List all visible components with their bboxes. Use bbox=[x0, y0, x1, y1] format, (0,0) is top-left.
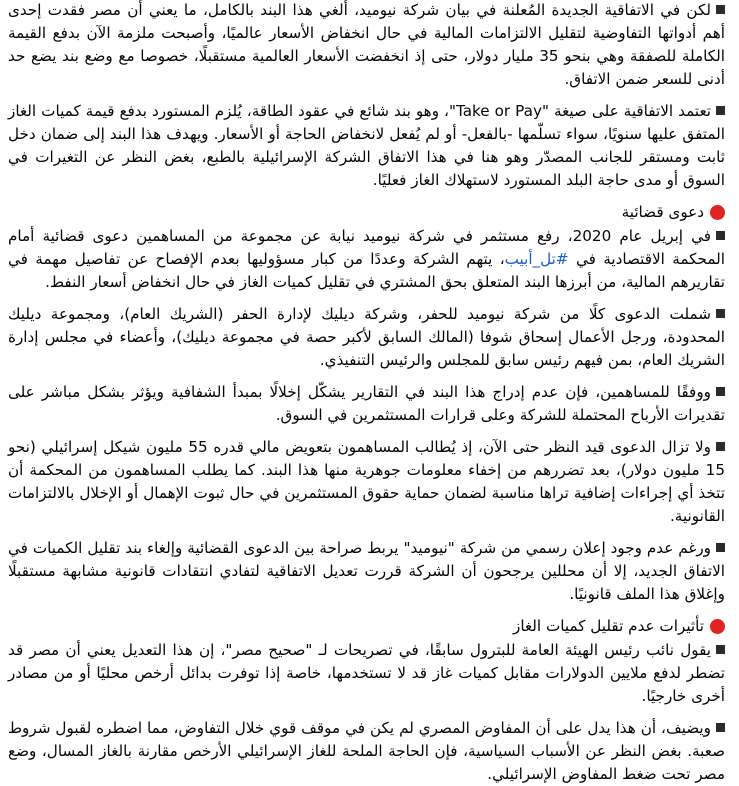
paragraph-text: ، يتهم الشركة وعددًا من كبار مسؤوليها بعدم الإفصاح عن تفاصيل مهمة في تقاريرهم المالية، من أبرزها البند المتعلق بحق المشتري في تقليل كميات الغاز في حال انخفاض أسعار النفط. bbox=[8, 250, 725, 291]
paragraph-text: لكن في الاتفاقية الجديدة المُعلنة في بيان شركة نيوميد، ألغي هذا البند بالكامل، ما يعني أن مصر فقدت إحدى أهم أدواتها التفاوضية لتقليل الالتزامات المالية في حال انخفاض الأسعار عالميًا، وأصبحت ملزمة الآن بدفع القيمة الكاملة للصفقة وهي بنحو 35 مليار دولار، حتى إذ انخفضت الأسعار العالمية مستقبلًا، خصوصا مع وضع بند يضع حد أدنى للسعر ضمن الاتفاق. bbox=[8, 1, 725, 88]
square-bullet-icon bbox=[716, 723, 725, 732]
paragraph-text: يقول نائب رئيس الهيئة العامة للبترول سابقًا، في تصريحات لـ "صحيح مصر"، إن هذا التعديل يعني أن مصر قد تضطر لدفع ملايين الدولارات مقابل كميات غاز قد لا تستخدمها، خاصة إذا توفرت بدائل أرخص محليًا أو من مصادر أخرى خارجيًا. bbox=[8, 641, 725, 705]
paragraph-text: ويضيف، أن هذا يدل على أن المفاوض المصري لم يكن في موقف قوي خلال التفاوض، مما اضطره لقبول شروط صعبة. بغض النظر عن الأسباب السياسية، فإن الحاجة الملحة للغاز الإسرائيلي الأرخص مقارنة بالغاز المسال، وضع مصر تحت ضغط المفاوض الإسرائيلي. bbox=[8, 719, 725, 783]
section-heading-effects bbox=[8, 615, 725, 638]
paragraph bbox=[8, 639, 725, 708]
paragraph bbox=[8, 100, 725, 192]
section-heading-text: تأثيرات عدم تقليل كميات الغاز bbox=[513, 617, 704, 635]
paragraph bbox=[8, 381, 725, 427]
paragraph bbox=[8, 225, 725, 294]
red-circle-icon bbox=[710, 205, 725, 220]
square-bullet-icon bbox=[716, 231, 725, 240]
section-heading-text: دعوى قضائية bbox=[621, 203, 704, 221]
square-bullet-icon bbox=[716, 387, 725, 396]
paragraph-text: ولا تزال الدعوى قيد النظر حتى الآن، إذ يُطالب المساهمون بتعويض مالي قدره 55 مليون شيكل إسرائيلي (نحو 15 مليون دولار)، بعد تضررهم من إخفاء معلومات جوهرية منها هذا البند. كما يطلب المساهمون من المحكمة أن تتخذ أي إجراءات إضافية تراها مناسبة لضمان حماية حقوق المستثمرين في حال ثبوت الإهمال أو الإخلال بالالتزامات القانونية. bbox=[8, 438, 725, 525]
paragraph-text: ووفقًا للمساهمين، فإن عدم إدراج هذا البند في التقارير يشكّل إخلالًا بمبدأ الشفافية ويؤثر بشكل مباشر على تقديرات الأرباح المحتملة للشركة وعلى قرارات المستثمرين في السوق. bbox=[8, 383, 725, 424]
square-bullet-icon bbox=[716, 5, 725, 14]
paragraph-text: تعتمد الاتفاقية على صيغة "Take or Pay"، وهو بند شائع في عقود الطاقة، يُلزم المستورد بدفع قيمة كميات الغاز المتفق عليها سنويًا، سواء تسلّمها -بالفعل- أو لم يُفعل لانخفاض الحاجة أو الأسعار. ويهدف هذا البند إلى ضمان دخل ثابت ومستقر للجانب المصدّر وهو هنا في هذا الاتفاق الشركة الإسرائيلية بالطبع، بغض النظر عن التغيرات في السوق أو مدى حاجة البلد المستورد لاستهلاك الغاز فعليًا. bbox=[8, 102, 725, 189]
paragraph-text: شملت الدعوى كلًا من شركة نيوميد للحفر، وشركة ديليك لإدارة الحفر (الشريك العام)، ومجموعة ديليك المحدودة، ورجل الأعمال إسحاق شوفا (المالك السابق لأكبر حصة في مجموعة ديليك)، وأعضاء في مجلس إدارة الشريك العام، بمن فيهم رئيس سابق للمجلس والرئيس التنفيذي. bbox=[8, 305, 725, 369]
square-bullet-icon bbox=[716, 442, 725, 451]
square-bullet-icon bbox=[716, 309, 725, 318]
section-heading-lawsuit bbox=[8, 201, 725, 224]
square-bullet-icon bbox=[716, 645, 725, 654]
paragraph bbox=[8, 303, 725, 372]
hashtag-link[interactable]: #تل_أبيب bbox=[504, 250, 569, 268]
red-circle-icon bbox=[710, 619, 725, 634]
square-bullet-icon bbox=[716, 543, 725, 552]
paragraph-text: في إبريل عام 2020، رفع مستثمر في شركة نيوميد نيابة عن مجموعة من المساهمين دعوى قضائية أمام المحكمة الاقتصادية في bbox=[8, 227, 725, 268]
paragraph bbox=[8, 717, 725, 786]
paragraph bbox=[8, 0, 725, 91]
paragraph-text: ورغم عدم وجود إعلان رسمي من شركة "نيوميد" يربط صراحة بين الدعوى القضائية وإلغاء بند تقليل الكميات في الاتفاق الجديد، إلا أن محللين يرجحون أن الشركة قررت تعديل الاتفاقية لتفادي انتقادات قانونية مشابهة مستقبلًا وإغلاق هذا الملف قانونيًا. bbox=[8, 539, 725, 603]
paragraph bbox=[8, 537, 725, 606]
square-bullet-icon bbox=[716, 106, 725, 115]
paragraph bbox=[8, 436, 725, 528]
